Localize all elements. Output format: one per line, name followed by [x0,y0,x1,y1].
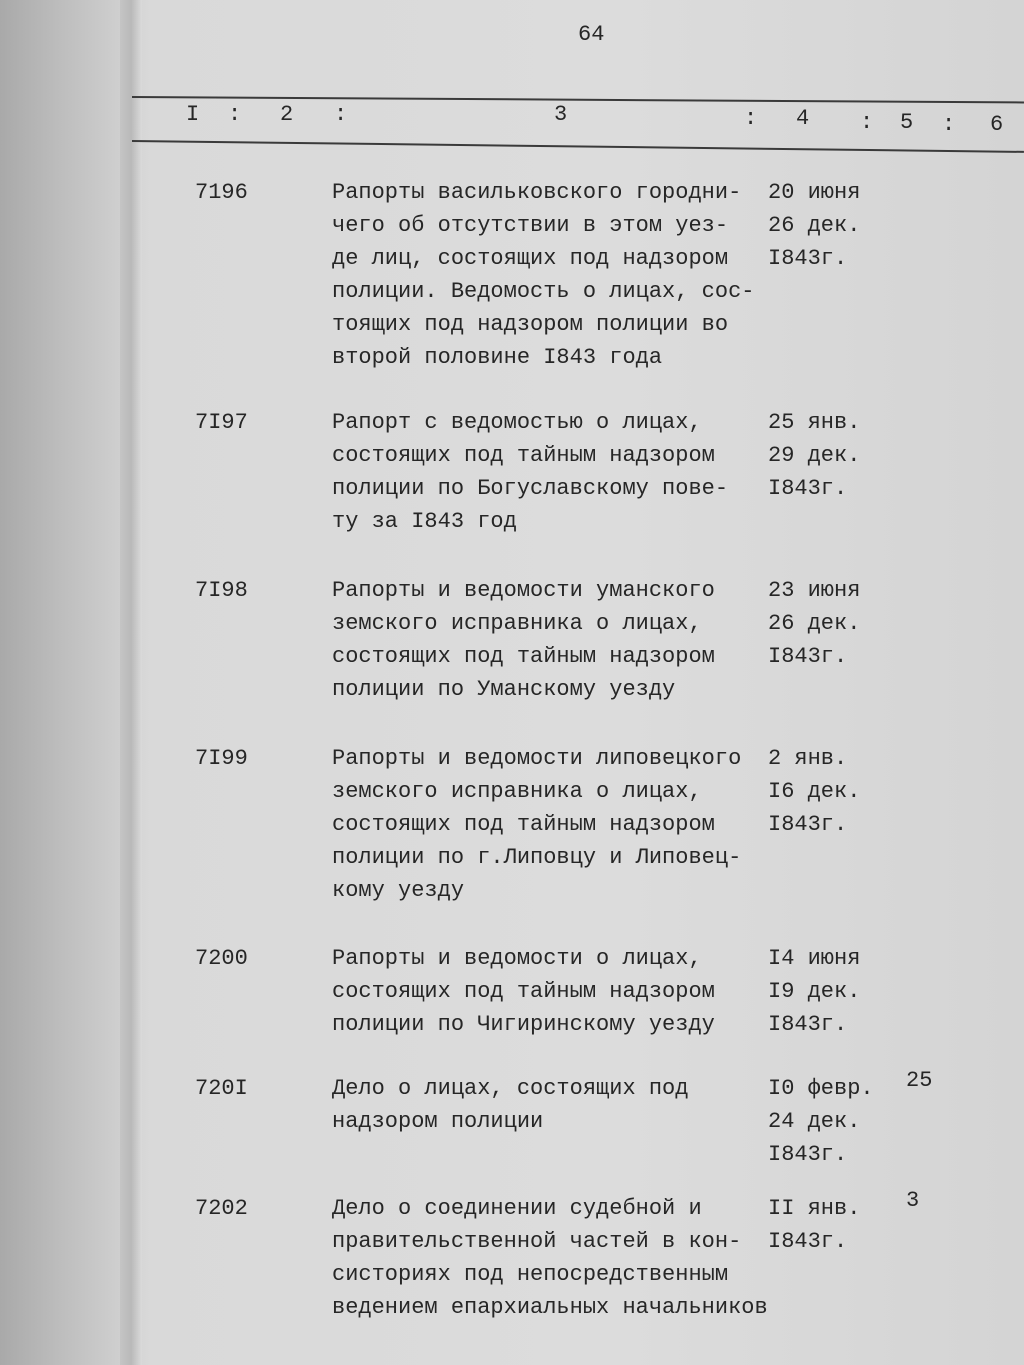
entry-description: Дело о лицах, состоящих под надзором полиции [332,1076,689,1134]
entry-dates: II янв. I843г. [768,1196,861,1254]
entry-number: 7200 [195,946,248,971]
column-separator: : [334,102,348,127]
entry-dates: 25 янв. 29 дек. I843г. [768,410,861,501]
column-header-2: 2 [280,102,294,127]
column-separator: : [860,110,874,135]
column-header-6: 6 [990,112,1004,137]
entry-description: Рапорты и ведомости о лицах, состоящих под тайным надзором полиции по Чигиринскому уезду [332,946,715,1037]
entry-dates: I0 февр. 24 дек. I843г. [768,1076,874,1167]
entry-sheets: 3 [906,1188,920,1213]
facing-page-bleed [0,0,120,1365]
entry-dates: 20 июня 26 дек. I843г. [768,180,861,271]
header-bottom-rule [132,140,1024,153]
entry-number: 7I98 [195,578,248,603]
entry-description: Рапорт с ведомостью о лицах, состоящих под тайным надзором полиции по Богуславскому пове- ту за I843 год [332,410,729,534]
entry-sheets: 25 [906,1068,933,1093]
header-top-rule [132,96,1024,103]
column-header-3: 3 [554,102,568,127]
entry-dates: I4 июня I9 дек. I843г. [768,946,861,1037]
page-fold [120,0,142,1365]
entry-number: 7202 [195,1196,248,1221]
page-number: 64 [578,22,605,47]
column-separator: : [228,102,242,127]
entry-number: 7I97 [195,410,248,435]
column-header-5: 5 [900,110,914,135]
entry-dates: 2 янв. I6 дек. I843г. [768,746,861,837]
entry-description: Рапорты васильковского городни- чего об отсутствии в этом уез- де лиц, состоящих под надзором полиции. Ведомость о лицах, сос- тоящих под надзором полиции во второй половине I843 года [332,180,755,370]
entry-dates: 23 июня 26 дек. I843г. [768,578,861,669]
entry-description: Рапорты и ведомости липовецкого земского исправника о лицах, состоящих под тайным надзором полиции по г.Липовцу и Липовец- кому уезду [332,746,742,903]
entry-description: Дело о соединении судебной и правительственной частей в кон- систориях под непосредственным ведением епархиальных начальников [332,1196,768,1320]
column-separator: : [942,112,956,137]
column-header-4: 4 [796,106,810,131]
entry-number: 7196 [195,180,248,205]
column-header-1: I [186,102,200,127]
column-separator: : [744,106,758,131]
entry-description: Рапорты и ведомости уманского земского исправника о лицах, состоящих под тайным надзором полиции по Уманскому уезду [332,578,715,702]
entry-number: 720I [195,1076,248,1101]
entry-number: 7I99 [195,746,248,771]
